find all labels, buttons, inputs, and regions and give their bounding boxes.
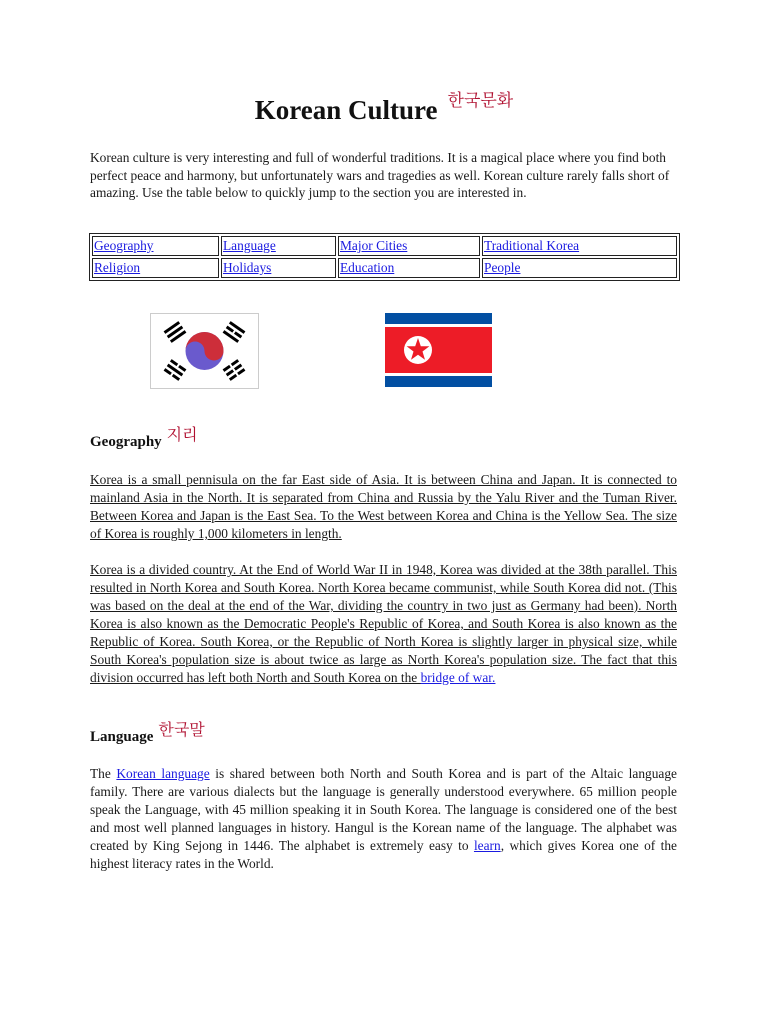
nav-link-geography[interactable]: Geography	[94, 238, 154, 253]
geography-paragraph-2	[90, 561, 677, 687]
section-nav-table	[89, 233, 680, 281]
nav-cell	[221, 258, 336, 278]
page-title-korean: 한국문화	[447, 91, 514, 111]
south-korea-flag-icon	[150, 313, 259, 389]
section-heading-language	[90, 720, 205, 746]
nav-link-traditional-korea[interactable]: Traditional Korea	[484, 238, 580, 253]
south-korea-flag-svg	[151, 314, 258, 388]
nav-cell	[92, 258, 219, 278]
nav-link-major-cities[interactable]: Major Cities	[340, 238, 408, 253]
north-korea-flag-icon	[385, 313, 492, 387]
page-header	[0, 91, 768, 126]
nav-row	[92, 258, 677, 278]
geography-heading-korean: 지리	[166, 425, 198, 444]
nav-row	[92, 236, 677, 256]
learn-link[interactable]: learn	[473, 838, 501, 853]
language-heading-korean: 한국말	[158, 720, 205, 739]
nav-cell	[338, 236, 480, 256]
geography-heading-text: Geography	[90, 434, 162, 450]
language-text-start: The	[90, 766, 117, 781]
intro-paragraph: Korean culture is very interesting and full of wonderful traditions. It is a magical place where you find both perfect peace and harmony, but unfortunately wars and tragedies as well. Korean culture rarely falls short of amazing. Use the table below to quickly jump to the section you are interested in.	[90, 150, 670, 201]
north-korea-flag-svg	[385, 313, 492, 387]
section-heading-geography	[90, 425, 198, 451]
nav-cell	[482, 258, 677, 278]
nav-cell	[221, 236, 336, 256]
geography-paragraph-2-text: Korea is a divided country. At the End of World War II in 1948, Korea was divided at the 38th parallel. This resulted in North Korea and South Korea. North Korea became communist, while South Korea did not. (This was based on the deal at the end of the War, dividing the country in two just as Germany had been). North Korea is also known as the Democratic People's Republic of Korea, and South Korea is also known as the Republic of Korea. South Korea, or the Republic of North Korea is slightly larger in physical size, while South Korea's population size is about twice as large as North Korea's population size. The fact that this division occurred has left both North and South Korea on the	[90, 562, 677, 685]
language-heading-text: Language	[90, 729, 154, 745]
nav-cell	[92, 236, 219, 256]
language-text-middle: is shared between both North and South Korea and is part of the Altaic language family. There are various dialects but the language is generally understood everywhere. 65 million people speak the Language, with 45 million speaking it in South Korea. The language is considered one of the best and most well planned languages in history. Hangul is the Korean name of the language. The alphabet was created by King Sejong in 1446. The alphabet is extremely easy to	[90, 766, 677, 853]
nav-link-people[interactable]: People	[484, 260, 521, 275]
nav-link-holidays[interactable]: Holidays	[223, 260, 272, 275]
nav-link-education[interactable]: Education	[340, 260, 395, 275]
language-text-end: , which gives Korea one of the highest literacy rates in the World.	[90, 838, 678, 871]
geography-paragraph-1: Korea is a small pennisula on the far East side of Asia. It is between China and Japan. It is connected to mainland Asia in the North. It is separated from China and Russia by the Yalu River and the Tuman River. Between Korea and Japan is the East Sea. To the West between Korea and China is the Yellow Sea. The size of Korea is roughly 1,000 kilometers in length.	[90, 472, 677, 541]
page-title: Korean Culture	[254, 94, 438, 125]
nav-link-language[interactable]: Language	[223, 238, 276, 253]
nav-cell	[482, 236, 677, 256]
korean-language-link[interactable]: Korean language	[116, 766, 210, 781]
bridge-of-war-link[interactable]: bridge of war.	[420, 670, 496, 685]
nav-link-religion[interactable]: Religion	[94, 260, 141, 275]
nav-cell	[338, 258, 480, 278]
language-paragraph	[90, 765, 677, 873]
